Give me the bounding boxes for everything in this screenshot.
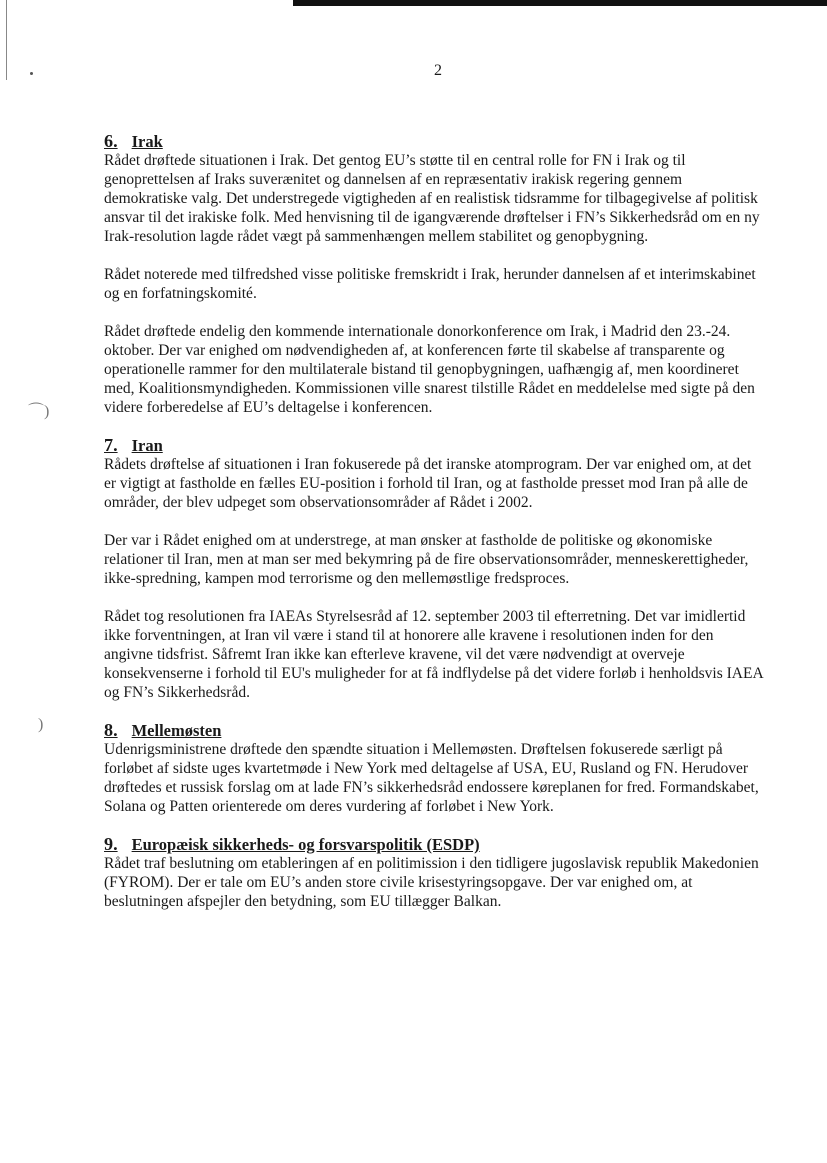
section-title: Mellemøsten: [131, 721, 222, 740]
section-title: Irak: [131, 132, 163, 151]
scan-margin-mark: ⌒): [28, 403, 50, 420]
section-number: 9.: [104, 834, 118, 854]
paragraph: Rådet tog resolutionen fra IAEAs Styrelsesråd af 12. september 2003 til efterretning. Det var imidlertid ikke forventningen, at Iran vil være i stand til at honorere alle kravene i resolutionen inden for den angivne tidsfrist. Såfremt Iran ikke kan efterleve kravene, vil det være nødvendigt at overveje konsekvenserne i forhold til EU's muligheder for at få indflydelse på det videre forløb i henholdsvis IAEA og FN’s Sikkerhedsråd.: [104, 608, 763, 701]
section-number: 6.: [104, 131, 118, 151]
section-heading: [104, 132, 764, 151]
scan-speck: [30, 72, 33, 75]
page-number: 2: [434, 62, 442, 79]
section-esdp: [104, 835, 764, 911]
section-heading: [104, 835, 764, 854]
paragraph: Rådet drøftede situationen i Irak. Det gentog EU’s støtte til en central rolle for FN i Irak og til genoprettelsen af Iraks suverænitet og dannelsen af en repræsentativ irakisk regering gennem demokratiske valg. Det understregede vigtigheden af en realistisk tidsramme for tilbagegivelse af politisk ansvar til det irakiske folk. Med henvisning til de igangværende drøftelser i FN’s Sikkerhedsråd om en ny Irak-resolution lagde rådet vægt på sammenhængen mellem stabilitet og genopbygning.: [104, 152, 760, 245]
section-title: Iran: [131, 436, 163, 455]
paragraph: Rådet traf beslutning om etableringen af en politimission i den tidligere jugoslavisk republik Makedonien (FYROM). Der er tale om EU’s anden store civile krisestyringsopgave. Der var enighed om, at beslutningen afspejler den betydning, som EU tillægger Balkan.: [104, 855, 759, 910]
document-body: [104, 132, 764, 911]
section-mellemosten: [104, 721, 764, 816]
section-irak: [104, 132, 764, 417]
paragraph: Der var i Rådet enighed om at understrege, at man ønsker at fastholde de politiske og økonomiske relationer til Iran, men at man ser med bekymring på de fire observationsområder, menneskerettigheder, ikke-spredning, kampen mod terrorisme og den mellemøstlige fredsproces.: [104, 532, 749, 587]
paragraph: Udenrigsministrene drøftede den spændte situation i Mellemøsten. Drøftelsen fokuserede særligt på forløbet af sidste uges kvartetmøde i New York med deltagelse af USA, EU, Rusland og FN. Herudover drøftedes et russisk forslag om at lade FN’s sikkerhedsråd endossere køreplanen for fred. Formandskabet, Solana og Patten orienterede om deres vurdering af forløbet i New York.: [104, 741, 759, 815]
scan-edge-bar: [293, 0, 827, 6]
section-heading: [104, 436, 764, 455]
section-heading: [104, 721, 764, 740]
section-iran: [104, 436, 764, 702]
paragraph: Rådets drøftelse af situationen i Iran fokuserede på det iranske atomprogram. Der var enighed om, at det er vigtigt at fastholde en fælles EU-position i forhold til Iran, og at fastholde presset mod Iran på alle de områder, der blev udpeget som observationsområder af Rådet i 2002.: [104, 456, 752, 511]
section-title: Europæisk sikkerheds- og forsvarspolitik (ESDP): [131, 835, 480, 854]
scan-margin-mark: ): [38, 716, 44, 733]
paragraph: Rådet drøftede endelig den kommende internationale donorkonference om Irak, i Madrid den 23.-24. oktober. Der var enighed om nødvendigheden af, at konferencen førte til skabelse af transparente og operationelle rammer for den multilaterale bistand til genopbygningen, uafhængig af, men koordineret med, Koalitionsmyndigheden. Kommissionen ville snarest tilstille Rådet en meddelelse med sigte på den videre forberedelse af EU’s deltagelse i konferencen.: [104, 323, 755, 416]
paragraph: Rådet noterede med tilfredshed visse politiske fremskridt i Irak, herunder dannelsen af et interimskabinet og en forfatningskomité.: [104, 266, 756, 302]
section-number: 8.: [104, 720, 118, 740]
section-number: 7.: [104, 435, 118, 455]
scan-edge-line: [6, 0, 7, 80]
